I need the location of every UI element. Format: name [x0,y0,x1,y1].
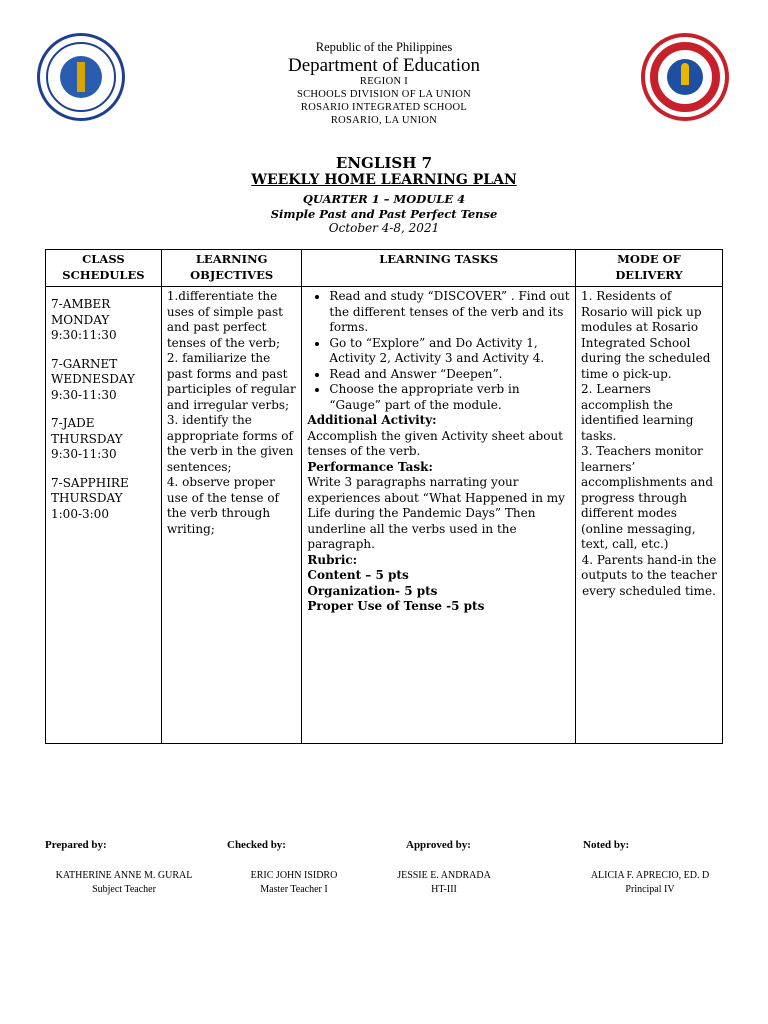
approved-by-label: Approved by: [406,839,471,851]
schedule-section: 7-JADE [51,416,95,430]
schedule-entry [51,476,156,523]
noter-name: ALICIA F. APRECIO, ED. D [590,870,710,881]
header-class-schedules: CLASS SCHEDULES [46,250,162,287]
rubric-label: Rubric: [307,552,358,567]
plan-title: WEEKLY HOME LEARNING PLAN [251,172,517,188]
rubric-item: Organization- 5 pts [307,583,438,598]
approver-name: JESSIE E. ANDRADA [397,870,491,881]
preparer-title: Subject Teacher [92,884,156,895]
learning-tasks-cell [302,287,576,744]
table-header-row [46,250,723,287]
table-row [46,287,723,744]
delivery-item: 3. Teachers monitor learners’ accomplishments and progress through different modes (online messaging, text, call, etc.) [580,444,713,551]
location-line: ROSARIO, LA UNION [330,115,438,126]
learning-objectives-cell [161,287,302,744]
week-dates: October 4-8, 2021 [328,221,440,235]
lesson-topic: Simple Past and Past Perfect Tense [270,207,498,221]
additional-activity-text: Accomplish the given Activity sheet about tenses of the verb. [307,428,564,458]
school-line: ROSARIO INTEGRATED SCHOOL [300,102,468,113]
republic-line: Republic of the Philippines [315,40,453,54]
learning-plan-table [45,249,723,744]
checked-by-label: Checked by: [227,839,286,851]
header-learning-tasks: LEARNING TASKS [302,250,576,287]
objective-item: 3. identify the appropriate forms of the verb in the given sentences; [166,413,294,474]
schedule-time: 9:30:11:30 [51,328,117,342]
objective-item: 2. familiarize the past forms and past participles of regular and irregular verbs; [166,351,296,412]
schedule-day: THURSDAY [51,431,123,446]
schedule-section: 7-SAPPHIRE [51,475,129,490]
prepared-by-label: Prepared by: [45,839,107,851]
performance-task-text: Write 3 paragraphs narrating your experiences about “What Happened in my Life during the Pandemic Days” Then underline all the verbs used in the paragraph. [307,475,565,551]
schedule-day: MONDAY [51,312,110,327]
subject-title: ENGLISH 7 [335,154,433,172]
schedule-entry [51,416,156,463]
schedule-entry [51,297,156,344]
task-item: • Read and Answer “Deepen”. [329,367,570,383]
schedule-entry [51,357,156,404]
class-schedules-cell [46,287,162,744]
quarter-module: QUARTER 1 – MODULE 4 [302,192,466,206]
objective-item: 1.differentiate the uses of simple past and past perfect tenses of the verb; [166,289,283,350]
schedule-section: 7-AMBER [51,297,111,311]
schedule-section: 7-GARNET [51,356,118,371]
schedule-time: 1:00-3:00 [51,506,109,521]
task-item: • Choose the appropriate verb in “Gauge” part of the module. [329,382,570,413]
division-line: SCHOOLS DIVISION OF LA UNION [296,89,472,100]
checker-title: Master Teacher I [260,884,328,895]
task-list [307,289,570,413]
schedule-time: 9:30-11:30 [51,387,117,402]
mode-of-delivery-cell [575,287,722,744]
header-mode-of-delivery: MODE OF DELIVERY [575,250,722,287]
region-line: REGION I [359,76,409,87]
department-title: Department of Education [287,55,481,76]
task-item: • Go to “Explore” and Do Activity 1, Activity 2, Activity 3 and Activity 4. [329,336,570,367]
schedule-day: WEDNESDAY [51,372,135,386]
rubric-item: Content – 5 pts [307,568,409,582]
delivery-item: 2. Learners accomplish the identified learning tasks. [580,382,694,443]
schedule-day: THURSDAY [51,491,123,505]
approver-title: HT-III [431,884,457,895]
preparer-name: KATHERINE ANNE M. GURAL [55,870,193,881]
schedule-time: 9:30-11:30 [51,447,117,461]
objective-item: 4. observe proper use of the tense of the verb through writing; [166,475,280,536]
header-learning-objectives: LEARNING OBJECTIVES [161,250,302,287]
delivery-item: 4. Parents hand-in the outputs to the teacher every scheduled time. [581,552,717,598]
performance-task-label: Performance Task: [307,459,433,474]
rubric-item: Proper Use of Tense -5 pts [307,599,485,613]
noter-title: Principal IV [625,884,675,895]
delivery-item: 1. Residents of Rosario will pick up modules at Rosario Integrated School during the scheduled time o pick-up. [580,289,711,381]
additional-activity-label: Additional Activity: [307,413,437,427]
noted-by-label: Noted by: [583,839,630,851]
checker-name: ERIC JOHN ISIDRO [250,870,338,881]
task-item: • Read and study “DISCOVER” . Find out the different tenses of the verb and its forms. [329,289,570,336]
